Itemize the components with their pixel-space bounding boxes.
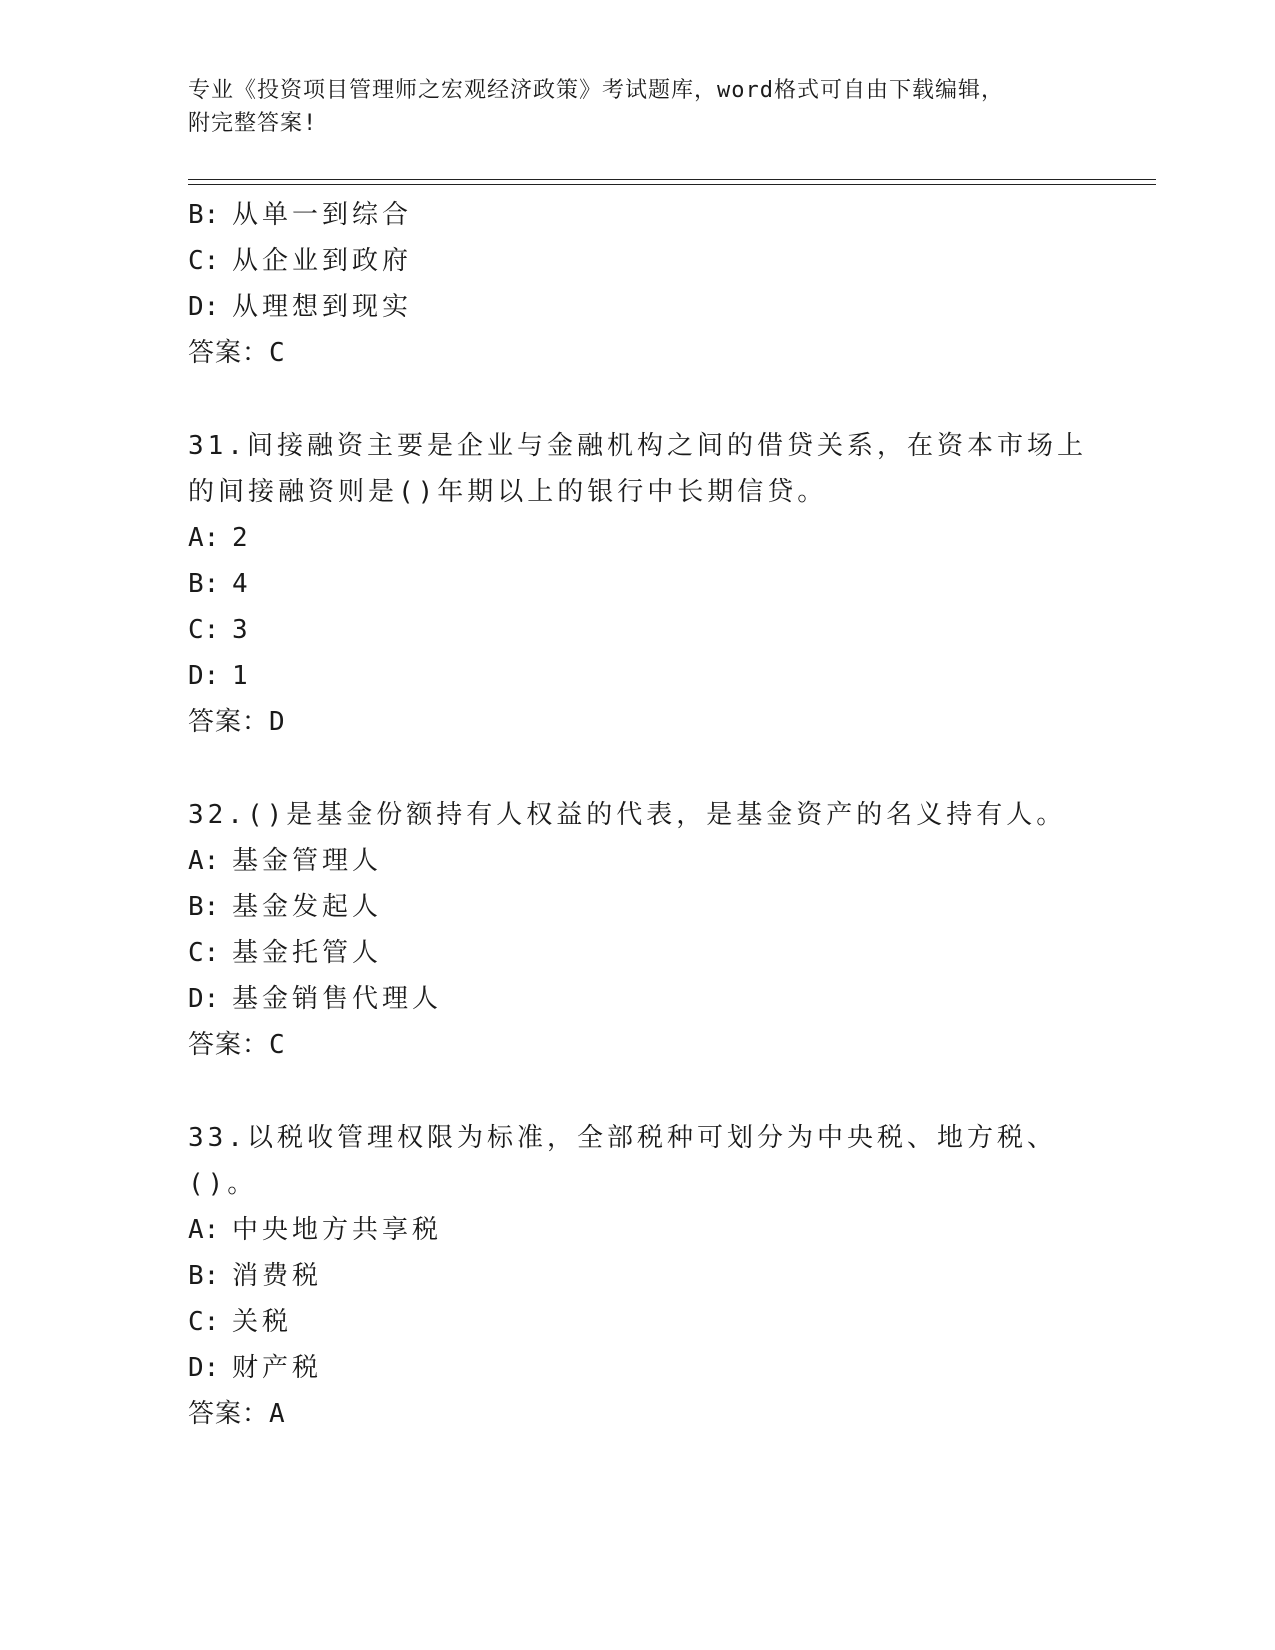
option-b bbox=[188, 1253, 1128, 1299]
option-label: D: bbox=[188, 661, 220, 691]
option-c bbox=[188, 238, 1128, 284]
answer-label: 答案： bbox=[188, 1399, 270, 1429]
option-c bbox=[188, 607, 1128, 653]
option-d bbox=[188, 653, 1128, 699]
option-text: 3 bbox=[232, 615, 252, 645]
option-text: 从企业到政府 bbox=[232, 246, 413, 276]
question-30-continuation bbox=[188, 192, 1128, 376]
option-text: 中央地方共享税 bbox=[232, 1215, 443, 1245]
option-d bbox=[188, 1345, 1128, 1391]
question-list bbox=[188, 192, 1128, 1437]
option-text: 基金销售代理人 bbox=[232, 984, 443, 1014]
answer-value: A bbox=[269, 1399, 286, 1429]
header-line-1: 专业《投资项目管理师之宏观经济政策》考试题库，word格式可自由下载编辑， bbox=[188, 78, 1004, 103]
question-stem: 33.以税收管理权限为标准，全部税种可划分为中央税、地方税、()。 bbox=[188, 1123, 1057, 1199]
question-31 bbox=[188, 423, 1128, 745]
answer-line bbox=[188, 699, 1128, 745]
option-label: B: bbox=[188, 1261, 220, 1291]
option-c bbox=[188, 930, 1128, 976]
answer-label: 答案： bbox=[188, 707, 270, 737]
option-text: 1 bbox=[232, 661, 252, 691]
option-label: D: bbox=[188, 292, 220, 322]
answer-line bbox=[188, 330, 1128, 376]
option-d bbox=[188, 976, 1128, 1022]
answer-label: 答案： bbox=[188, 338, 270, 368]
option-label: C: bbox=[188, 246, 220, 276]
option-text: 4 bbox=[232, 569, 252, 599]
option-label: D: bbox=[188, 1353, 220, 1383]
answer-line bbox=[188, 1391, 1128, 1437]
option-text: 基金发起人 bbox=[232, 892, 383, 922]
question-stem: 32.()是基金份额持有人权益的代表，是基金资产的名义持有人。 bbox=[188, 800, 1067, 830]
option-label: A: bbox=[188, 523, 220, 553]
option-label: B: bbox=[188, 569, 220, 599]
answer-value: C bbox=[269, 1030, 286, 1060]
option-a bbox=[188, 838, 1128, 884]
option-d bbox=[188, 284, 1128, 330]
answer-value: C bbox=[269, 338, 286, 368]
option-text: 关税 bbox=[232, 1307, 293, 1337]
document-header bbox=[188, 74, 1088, 140]
option-b bbox=[188, 561, 1128, 607]
option-label: D: bbox=[188, 984, 220, 1014]
option-a bbox=[188, 1207, 1128, 1253]
option-b bbox=[188, 884, 1128, 930]
option-label: B: bbox=[188, 892, 220, 922]
option-label: A: bbox=[188, 1215, 220, 1245]
option-text: 从理想到现实 bbox=[232, 292, 413, 322]
header-line-2: 附完整答案! bbox=[188, 111, 318, 136]
option-label: C: bbox=[188, 1307, 220, 1337]
question-stem: 31.间接融资主要是企业与金融机构之间的借贷关系，在资本市场上的间接融资则是()年期以上的银行中长期信贷。 bbox=[188, 431, 1087, 507]
question-32 bbox=[188, 792, 1128, 1068]
option-text: 基金管理人 bbox=[232, 846, 383, 876]
question-33 bbox=[188, 1115, 1128, 1437]
answer-line bbox=[188, 1022, 1128, 1068]
option-c bbox=[188, 1299, 1128, 1345]
header-divider bbox=[188, 179, 1156, 185]
answer-label: 答案： bbox=[188, 1030, 270, 1060]
option-text: 财产税 bbox=[232, 1353, 323, 1383]
answer-value: D bbox=[269, 707, 286, 737]
option-text: 从单一到综合 bbox=[232, 200, 413, 230]
option-text: 消费税 bbox=[232, 1261, 323, 1291]
option-b bbox=[188, 192, 1128, 238]
option-label: A: bbox=[188, 846, 220, 876]
option-label: C: bbox=[188, 615, 220, 645]
option-text: 2 bbox=[232, 523, 252, 553]
option-label: C: bbox=[188, 938, 220, 968]
option-a bbox=[188, 515, 1128, 561]
option-text: 基金托管人 bbox=[232, 938, 383, 968]
option-label: B: bbox=[188, 200, 220, 230]
